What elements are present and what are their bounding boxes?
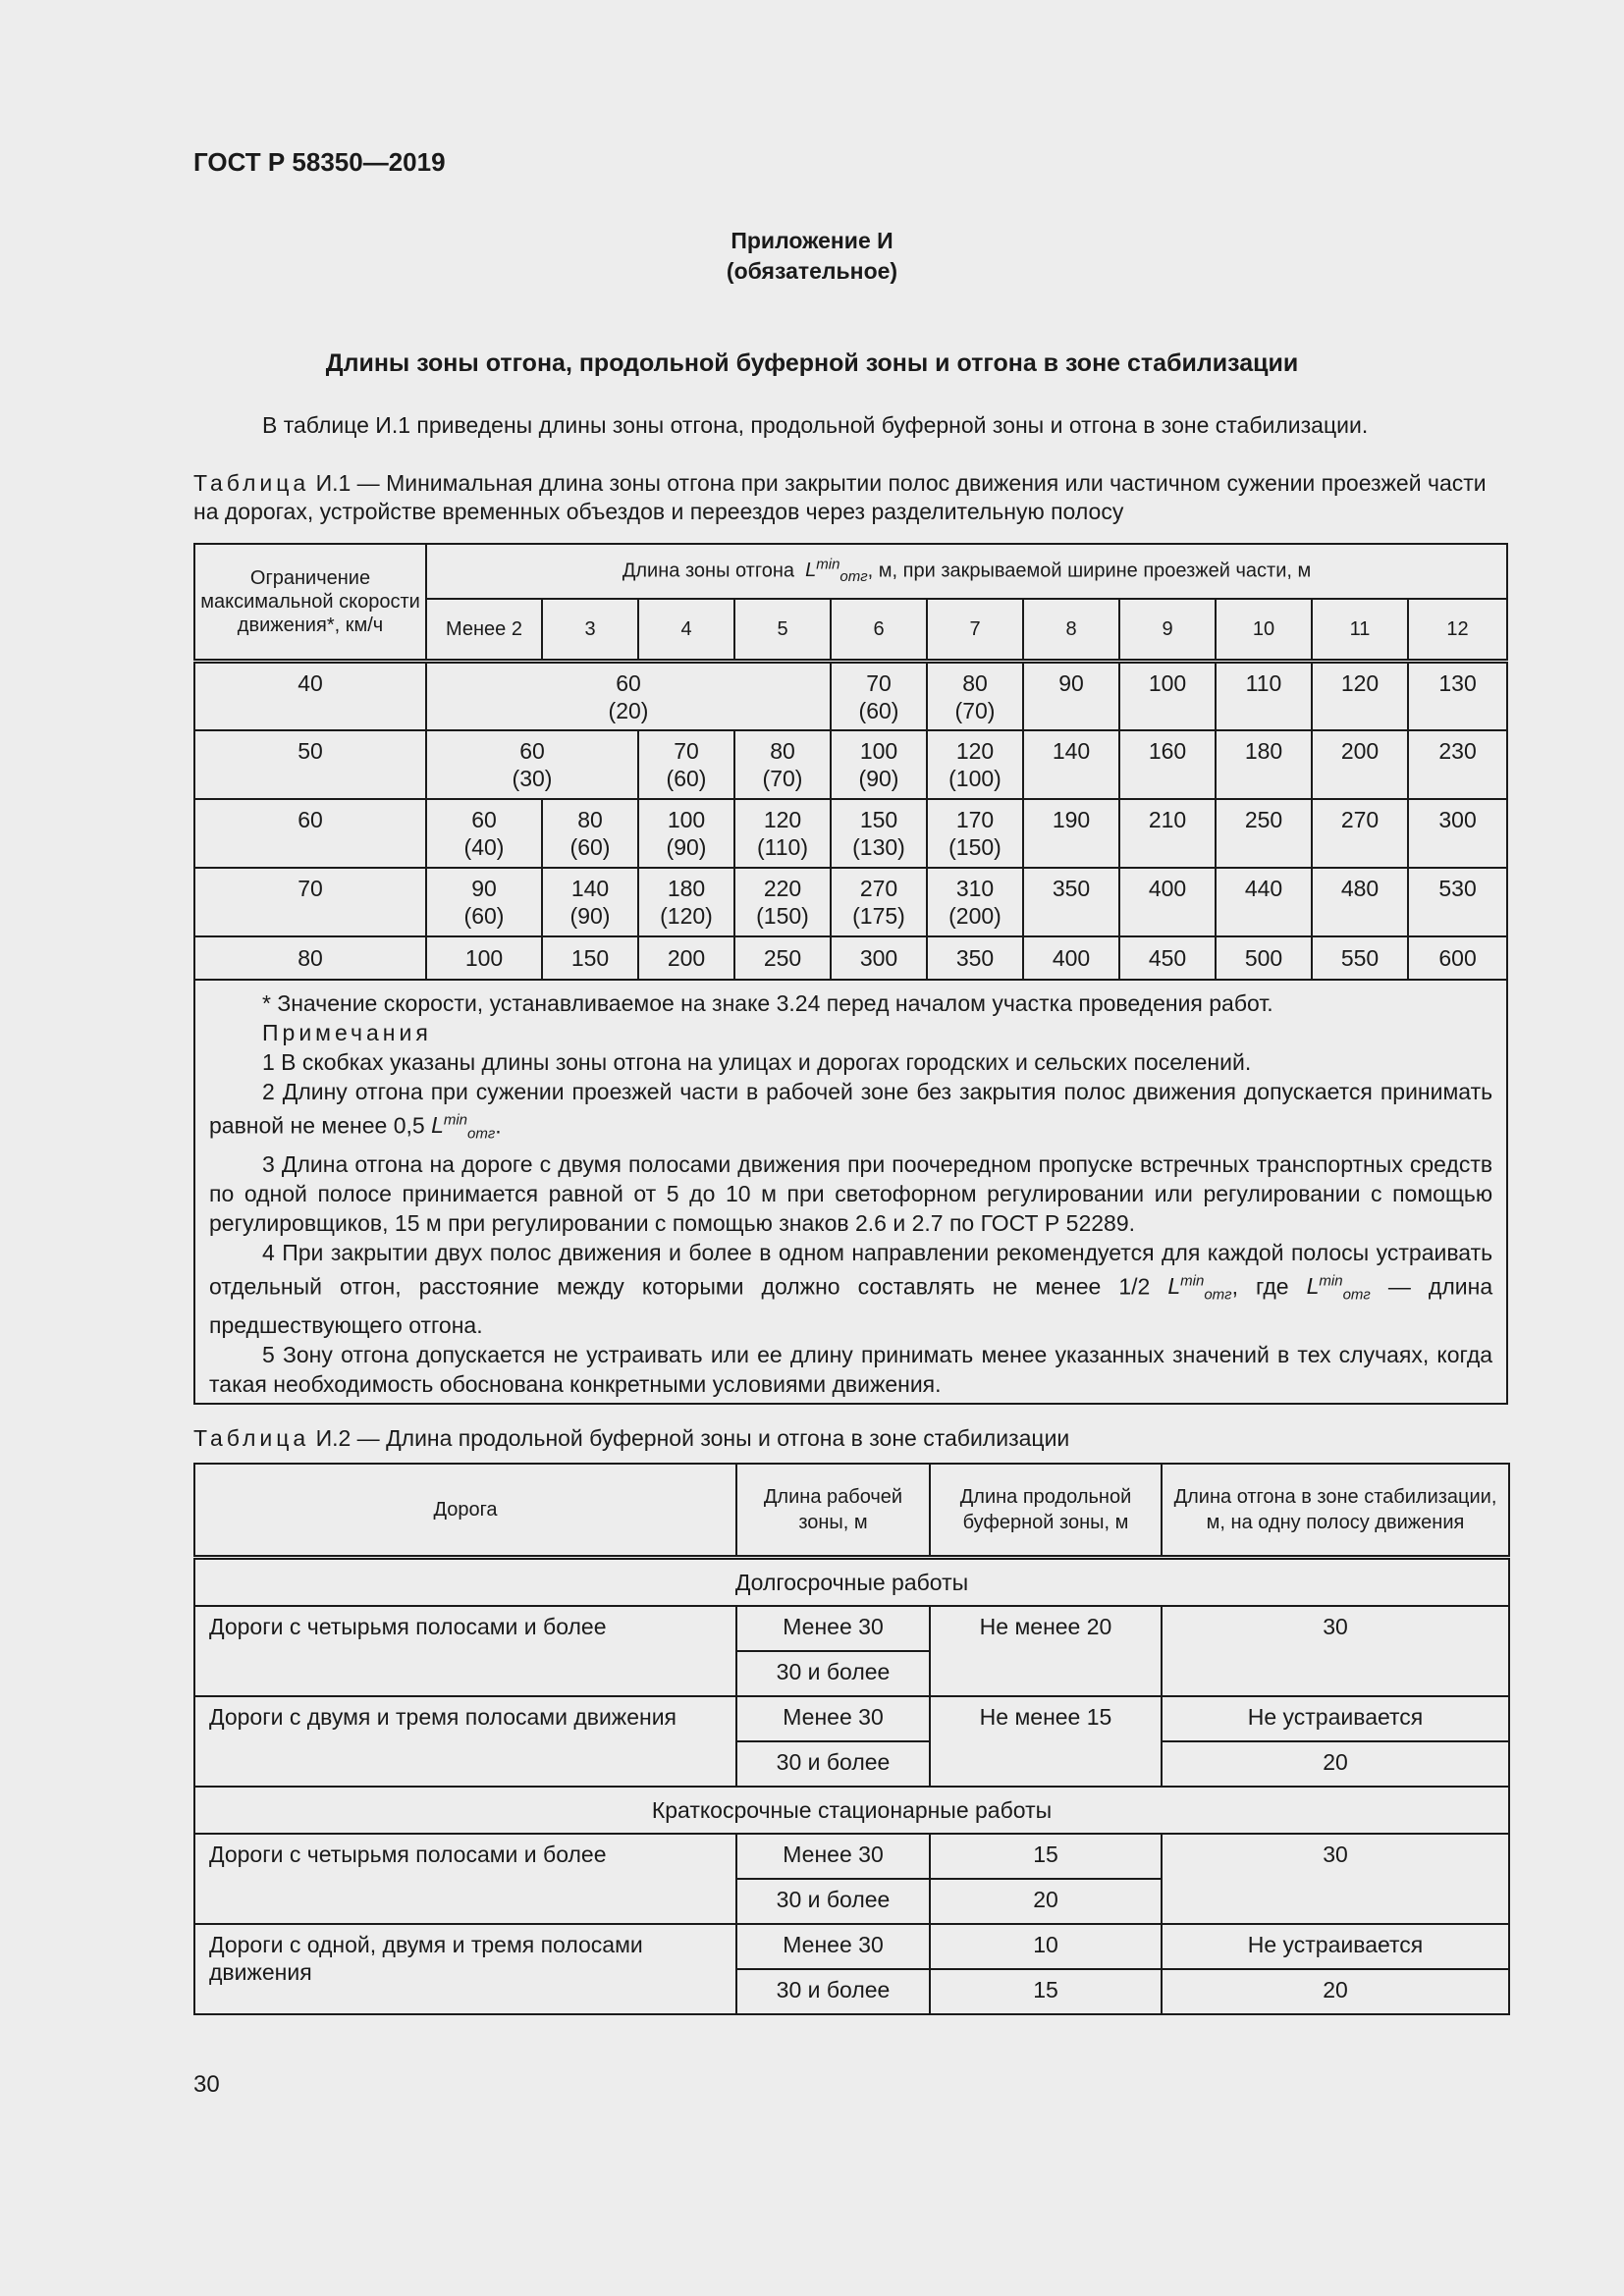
- work-zone-length: Менее 30: [736, 1606, 930, 1651]
- cell-value: 270: [859, 875, 898, 901]
- stabilization-length: Не устраивается: [1162, 1696, 1509, 1741]
- cell-urban-value: (90): [666, 833, 707, 860]
- cell-value: 200: [1340, 737, 1380, 764]
- table-cell: [1119, 868, 1216, 936]
- cell-value: 230: [1438, 737, 1477, 764]
- table-cell: [1408, 730, 1507, 799]
- table1-notes: [194, 980, 1507, 1405]
- cell-value: 60: [616, 670, 641, 696]
- cell-value: 120: [955, 737, 995, 764]
- section-title: Длины зоны отгона, продольной буферной зоны и отгона в зоне стабилизации: [325, 349, 1299, 377]
- work-zone-length: 30 и более: [736, 1651, 930, 1696]
- table-2: [193, 1463, 1510, 2015]
- buffer-zone-length: 10: [930, 1924, 1162, 1969]
- table-cell: [831, 868, 927, 936]
- header-width: 12: [1408, 599, 1507, 662]
- header-speed-limit: Ограничение максимальной скорости движения*, км/ч: [194, 544, 426, 662]
- cell-urban-value: (70): [954, 698, 996, 723]
- table-cell: [927, 730, 1023, 799]
- table-cell: 400: [1023, 936, 1119, 980]
- cell-urban-value: (100): [948, 765, 1001, 791]
- speed-value: 40: [194, 662, 426, 730]
- annex-title: Приложение И: [731, 228, 893, 253]
- cell-urban-value: (130): [852, 833, 905, 860]
- table-cell: [927, 799, 1023, 868]
- table-cell: [426, 799, 542, 868]
- road-type: Дороги с двумя и тремя полосами движения: [194, 1696, 736, 1787]
- section-short-term: Краткосрочные стационарные работы: [194, 1787, 1509, 1834]
- table-cell: [831, 730, 927, 799]
- cell-value: 180: [1244, 737, 1283, 764]
- table-row: [194, 936, 1507, 980]
- table-cell: [1216, 730, 1312, 799]
- speed-value: 80: [194, 936, 426, 980]
- speed-value: 50: [194, 730, 426, 799]
- header-width: 3: [542, 599, 638, 662]
- work-zone-length: Менее 30: [736, 1924, 930, 1969]
- cell-urban-value: (70): [762, 765, 803, 791]
- cell-value: 80: [770, 737, 795, 764]
- stabilization-length: 30: [1162, 1606, 1509, 1696]
- header-width: 10: [1216, 599, 1312, 662]
- document-code: ГОСТ Р 58350—2019: [193, 147, 446, 177]
- header-length-group: Длина зоны отгона $L^{min}_{отг}$, м, при закрываемой ширине проезжей части, м: [426, 544, 1507, 599]
- table-cell: [927, 662, 1023, 730]
- cell-value: 70: [674, 737, 699, 764]
- table-cell: [1119, 662, 1216, 730]
- cell-value: 270: [1340, 806, 1380, 832]
- road-type: Дороги с одной, двумя и тремя полосами движения: [194, 1924, 736, 2014]
- work-zone-length: 30 и более: [736, 1969, 930, 2014]
- annex-heading: [0, 226, 1624, 287]
- work-zone-length: Менее 30: [736, 1834, 930, 1879]
- cell-urban-value: (120): [660, 902, 713, 929]
- table-cell: [1119, 730, 1216, 799]
- cell-value: 250: [1244, 806, 1283, 832]
- header-width: Менее 2: [426, 599, 542, 662]
- table-cell: 250: [734, 936, 831, 980]
- table-cell: 550: [1312, 936, 1408, 980]
- table-cell: [1408, 662, 1507, 730]
- table-cell: [1408, 868, 1507, 936]
- header-width: 7: [927, 599, 1023, 662]
- cell-value: 220: [763, 875, 802, 901]
- table2-caption: Таблица И.2 — Длина продольной буферной зоны и отгона в зоне стабилизации: [193, 1425, 1070, 1451]
- cell-urban-value: (60): [463, 902, 505, 929]
- cell-urban-value: (110): [757, 833, 808, 860]
- cell-urban-value: (40): [463, 833, 505, 860]
- header-work-zone-length: Длина рабочей зоны, м: [736, 1464, 930, 1558]
- cell-value: 400: [1148, 875, 1187, 901]
- cell-value: 130: [1438, 670, 1477, 696]
- symbol-l-min-otg: $L^{min}_{отг}$: [805, 556, 868, 586]
- table-cell: [1023, 662, 1119, 730]
- header-width: 8: [1023, 599, 1119, 662]
- header-width: 6: [831, 599, 927, 662]
- merged-cell: [426, 730, 638, 799]
- stabilization-length: 30: [1162, 1834, 1509, 1924]
- work-zone-length: Менее 30: [736, 1696, 930, 1741]
- table-cell: 600: [1408, 936, 1507, 980]
- cell-urban-value: (20): [608, 698, 649, 723]
- header-width: 4: [638, 599, 734, 662]
- cell-urban-value: (60): [666, 765, 707, 791]
- table-cell: [426, 868, 542, 936]
- cell-urban-value: (90): [569, 902, 611, 929]
- cell-value: 80: [962, 670, 988, 696]
- stabilization-length: Не устраивается: [1162, 1924, 1509, 1969]
- cell-value: 70: [866, 670, 892, 696]
- table-row: [194, 662, 1507, 730]
- table-cell: [1312, 662, 1408, 730]
- table-cell: [1119, 799, 1216, 868]
- table-cell: [638, 730, 734, 799]
- cell-value: 530: [1438, 875, 1477, 901]
- header-width: 5: [734, 599, 831, 662]
- table-cell: [831, 799, 927, 868]
- cell-urban-value: (60): [858, 698, 899, 723]
- cell-value: 60: [519, 737, 545, 764]
- buffer-zone-length: 15: [930, 1834, 1162, 1879]
- table-cell: [1312, 730, 1408, 799]
- table-row: [194, 730, 1507, 799]
- work-zone-length: 30 и более: [736, 1879, 930, 1924]
- cell-value: 310: [955, 875, 995, 901]
- cell-urban-value: (200): [948, 902, 1001, 929]
- buffer-zone-length: Не менее 15: [930, 1696, 1162, 1787]
- cell-urban-value: (150): [756, 902, 809, 929]
- work-zone-length: 30 и более: [736, 1741, 930, 1787]
- table-cell: [734, 868, 831, 936]
- table-cell: [1312, 799, 1408, 868]
- road-type: Дороги с четырьмя полосами и более: [194, 1834, 736, 1924]
- note-3: 3 Длина отгона на дороге с двумя полосами движения при поочередном пропуске встречных транспортных средств по одной полосе принимается равной от 5 до 10 м при светофорном регулировании или регулировании с помощью регулировщиков, 15 м при регулировании с помощью знаков 2.6 и 2.7 по ГОСТ Р 52289.: [209, 1150, 1493, 1236]
- section-long-term: Долгосрочные работы: [194, 1558, 1509, 1607]
- stabilization-length: 20: [1162, 1969, 1509, 2014]
- cell-value: 180: [667, 875, 706, 901]
- cell-value: 80: [577, 806, 603, 832]
- table-row: [194, 799, 1507, 868]
- table-cell: 100: [426, 936, 542, 980]
- intro-paragraph: В таблице И.1 приведены длины зоны отгона, продольной буферной зоны и отгона в зоне стабилизации.: [262, 412, 1369, 438]
- cell-value: 140: [1052, 737, 1091, 764]
- header-road: Дорога: [194, 1464, 736, 1558]
- annex-status: (обязательное): [726, 258, 898, 284]
- cell-value: 440: [1244, 875, 1283, 901]
- header-width: 9: [1119, 599, 1216, 662]
- cell-value: 350: [1052, 875, 1091, 901]
- table-cell: [1312, 868, 1408, 936]
- stabilization-length: 20: [1162, 1741, 1509, 1787]
- note-2: 2 Длину отгона при сужении проезжей части в рабочей зоне без закрытия полос движения допускается принимать равной не менее 0,5 $L^{min}_{отг}$.: [209, 1078, 1493, 1143]
- table-cell: [927, 868, 1023, 936]
- table-cell: [638, 868, 734, 936]
- cell-urban-value: (175): [852, 902, 905, 929]
- note-5: 5 Зону отгона допускается не устраивать или ее длину принимать менее указанных значений в тех случаях, когда такая необходимость обоснована конкретными условиями движения.: [209, 1342, 1493, 1397]
- table-cell: 150: [542, 936, 638, 980]
- table-cell: 500: [1216, 936, 1312, 980]
- cell-urban-value: (30): [512, 765, 553, 791]
- table-cell: [638, 799, 734, 868]
- table-1: [193, 543, 1508, 1405]
- table-cell: [542, 799, 638, 868]
- table-cell: [542, 868, 638, 936]
- speed-value: 60: [194, 799, 426, 868]
- cell-value: 60: [471, 806, 497, 832]
- cell-value: 90: [471, 875, 497, 901]
- cell-value: 110: [1245, 670, 1282, 696]
- header-buffer-zone-length: Длина продольной буферной зоны, м: [930, 1464, 1162, 1558]
- cell-value: 480: [1340, 875, 1380, 901]
- table-cell: [734, 730, 831, 799]
- cell-urban-value: (150): [948, 833, 1001, 860]
- table-cell: [831, 662, 927, 730]
- table-cell: [1023, 799, 1119, 868]
- table1-caption: Таблица И.1 — Минимальная длина зоны отгона при закрытии полос движения или частичном сужении проезжей части на дорогах, устройстве временных объездов и переездов через разделительную полосу: [193, 470, 1487, 524]
- buffer-zone-length: 20: [930, 1879, 1162, 1924]
- table-row: [194, 868, 1507, 936]
- table-cell: [1216, 799, 1312, 868]
- table-cell: 200: [638, 936, 734, 980]
- table-cell: [1216, 868, 1312, 936]
- cell-value: 190: [1052, 806, 1091, 832]
- cell-value: 300: [1438, 806, 1477, 832]
- cell-value: 140: [570, 875, 610, 901]
- road-type: Дороги с четырьмя полосами и более: [194, 1606, 736, 1696]
- table-cell: 450: [1119, 936, 1216, 980]
- cell-value: 100: [859, 737, 898, 764]
- table-cell: [1216, 662, 1312, 730]
- cell-value: 160: [1148, 737, 1187, 764]
- cell-value: 210: [1148, 806, 1187, 832]
- cell-value: 90: [1058, 670, 1084, 696]
- cell-value: 170: [955, 806, 995, 832]
- buffer-zone-length: Не менее 20: [930, 1606, 1162, 1696]
- table-cell: [734, 799, 831, 868]
- page-number: 30: [193, 2071, 220, 2098]
- table-cell: [1408, 799, 1507, 868]
- speed-value: 70: [194, 868, 426, 936]
- header-stabilization-length: Длина отгона в зоне стабилизации, м, на одну полосу движения: [1162, 1464, 1509, 1558]
- cell-value: 150: [859, 806, 898, 832]
- table-cell: [1023, 730, 1119, 799]
- cell-value: 120: [763, 806, 802, 832]
- note-1: 1 В скобках указаны длины зоны отгона на улицах и дорогах городских и сельских поселений.: [262, 1048, 1252, 1075]
- cell-urban-value: (90): [858, 765, 899, 791]
- cell-value: 120: [1340, 670, 1380, 696]
- footnote: * Значение скорости, устанавливаемое на знаке 3.24 перед началом участка проведения работ.: [262, 989, 1273, 1016]
- cell-value: 100: [1148, 670, 1187, 696]
- table-cell: [1023, 868, 1119, 936]
- table-cell: 350: [927, 936, 1023, 980]
- cell-urban-value: (60): [569, 833, 611, 860]
- buffer-zone-length: 15: [930, 1969, 1162, 2014]
- notes-title: Примечания: [262, 1019, 432, 1045]
- table-cell: 300: [831, 936, 927, 980]
- cell-value: 100: [667, 806, 706, 832]
- header-width: 11: [1312, 599, 1408, 662]
- note-4: 4 При закрытии двух полос движения и более в одном направлении рекомендуется для каждой полосы устраивать отдельный отгон, расстояние между которыми должно составлять не менее 1/2 $L^{min}_{отг}$, где $L^{min}_{отг}$ — длина предшествующего отгона.: [209, 1239, 1493, 1338]
- merged-cell: [426, 662, 831, 730]
